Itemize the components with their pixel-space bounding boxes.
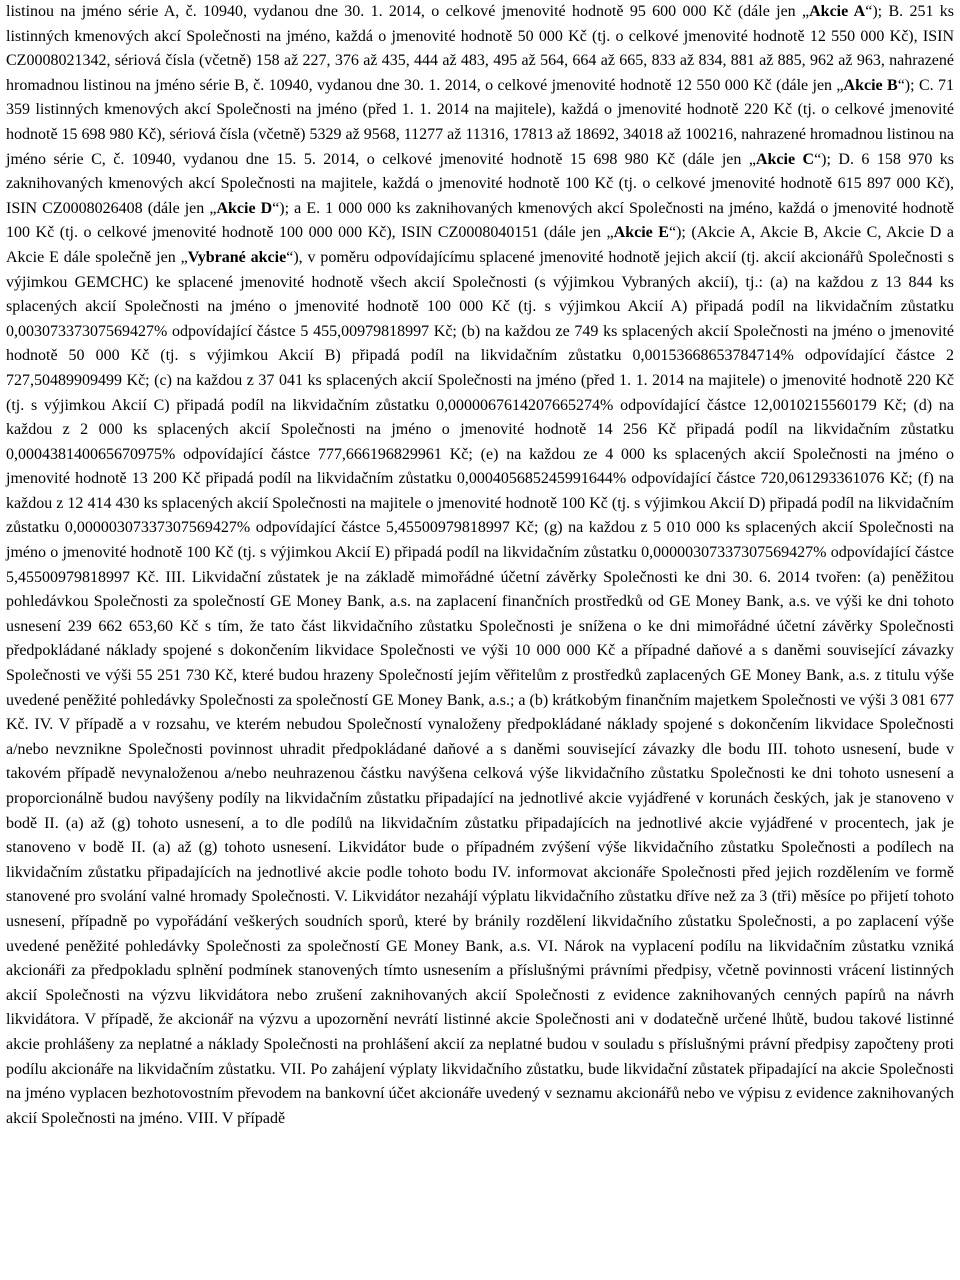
defined-term: Akcie B (843, 76, 898, 94)
text-run: listinou na jméno série A, č. 10940, vydanou dne 30. 1. 2014, o celkové jmenovité hodnotě 95 600 000 Kč (dále jen „ (6, 3, 810, 20)
defined-term: Akcie D (216, 199, 273, 217)
defined-term: Vybrané akcie (187, 248, 287, 266)
text-run: “), v poměru odpovídajícímu splacené jmenovité hodnotě jejich akcií (tj. akcií akcionářů Společnosti s výjimkou GEMCHC) ke splacené jmenovité hodnotě všech akcií Společnosti (s výjimkou Vybraných akcií), tj.: (a) na každou z 13 844 ks splacených akcií Společnosti na jméno o jmenovité hodnotě 100 000 Kč (tj. s výjimkou Akcií A) připadá podíl na likvidačním zůstatku 0,00307337307569427% odpovídající částce 5 455,00979818997 Kč; (b) na každou ze 749 ks splacených akcií Společnosti na jméno o jmenovité hodnotě 50 000 Kč (tj. s výjimkou Akcií B) připadá podíl na likvidačním zůstatku 0,00153668653784714% odpovídající částce 2 727,50489909499 Kč; (c) na každou z 37 041 ks splacených akcií Společnosti na jméno (před 1. 1. 2014 na majitele) o jmenovité hodnotě 220 Kč (tj. s výjimkou Akcií C) připadá podíl na likvidačním zůstatku 0,0000067614207665274% odpovídající částce 12,0010215560179 Kč; (d) na každou z 2 000 ks splacených akcií Společnosti na jméno o jmenovité hodnotě 14 256 Kč připadá podíl na likvidačním zůstatku 0,000438140065670975% odpovídající částce 777,666196829961 Kč; (e) na každou ze 4 000 ks splacených akcií Společnosti na jméno o jmenovité hodnotě 13 200 Kč připadá podíl na likvidačním zůstatku 0,000405685245991644% odpovídající částce 720,061293361076 Kč; (f) na každou z 12 414 430 ks splacených akcií Společnosti na majitele o jmenovité hodnotě 100 Kč (tj. s výjimkou Akcií D) připadá podíl na likvidačním zůstatku 0,00000307337307569427% odpovídající částce 5,45500979818997 Kč; (g) na každou z 5 010 000 ks splacených akcií Společnosti na jméno o jmenovité hodnotě 100 Kč (tj. s výjimkou Akcií E) připadá podíl na likvidačním zůstatku 0,00000307337307569427% odpovídající částce 5,45500979818997 Kč. III. Likvidační zůstatek je na základě mimořádné účetní závěrky Společnosti ke dni 30. 6. 2014 tvořen: (a) peněžitou pohledávkou Společnosti za společností GE Money Bank, a.s. na zaplacení finančních prostředků od GE Money Bank, a.s. ve výši ke dni tohoto usnesení 239 662 653,60 Kč s tím, že tato část likvidačního zůstatku Společnosti je snížena o ke dni mimořádné účetní závěrky Společnosti předpokládané náklady spojené s dokončením likvidace Společnosti ve výši 10 000 000 Kč a případné daňové a s daněmi související závazky Společnosti ve výši 55 251 730 Kč, které budou hrazeny Společností jejím věřitelům z prostředků zaplacených GE Money Bank, a.s. z titulu výše uvedené peněžité pohledávky Společnosti za společností GE Money Bank, a.s.; a (b) krátkobým finančním majetkem Společnosti ve výši 3 081 677 Kč. IV. V případě a v rozsahu, ve kterém nebudou Společností vynaloženy předpokládané náklady spojené s dokončením likvidace Společnosti a/nebo nevznikne Společnosti povinnost uhradit předpokládané daňové a s daněmi související závazky dle bodu III. tohoto usnesení, bude v takovém případě nevynaloženou a/nebo neuhrazenou částku navýšena celková výše likvidačního zůstatku Společnosti ke dni tohoto usnesení a proporcionálně budou navýšeny podíly na likvidačním zůstatku připadající na jednotlivé akcie vyjádřené v korunách českých, jak je stanoveno v bodě II. (a) až (g) tohoto usnesení, a to dle podílů na likvidačním zůstatku připadajících na jednotlivé akcie vyjádřené v procentech, jak je stanoveno v bodě II. (a) až (g) tohoto usnesení. Likvidátor bude o případném zvýšení výše likvidačního zůstatku Společnosti a podílech na likvidačním zůstatku připadajících na jednotlivé akcie podle tohoto bodu IV. informovat akcionáře Společnosti před jejich rozdělením ve formě stanovené pro svolání valné hromady Společnosti. V. Likvidátor nezahájí výplatu likvidačního zůstatku dříve než za 3 (tři) měsíce po přijetí tohoto usnesení, případně po vypořádání veškerých soudních sporů, které by bránily rozdělení likvidačního zůstatku Společnosti, a po zaplacení výše uvedené peněžité pohledávky Společnosti za společností GE Money Bank, a.s. VI. Nárok na vyplacení podílu na likvidačním zůstatku vzniká akcionáři za předpokladu splnění podmínek stanovených tímto usnesením a příslušnými právními předpisy, včetně povinnosti vrácení listinných akcií Společnosti na výzvu likvidátora nebo zrušení zaknihovaných akcií Společnosti z evidence zaknihovaných cenných papírů na návrh likvidátora. V případě, že akcionář na výzvu a upozornění nevrátí listinné akcie Společnosti ani v dodatečně určené lhůtě, budou takové listinné akcie prohlášeny za neplatné a náklady Společnosti na prohlášení akcií za neplatné budou v souladu s příslušnými právní předpisy započteny proti podílu akcionáře na likvidačním zůstatku. VII. Po zahájení výplaty likvidačního zůstatku, bude likvidační zůstatek připadající na akcie Společnosti na jméno vyplacen bezhotovostním převodem na bankovní účet akcionáře uvedený v seznamu akcionářů nebo ve výpisu z evidence zaknihovaných akcií Společnosti na jméno. VIII. V případě (6, 248, 955, 1127)
text-run: “); D. 6 158 970 ks zaknihovaných kmenových akcí Společnosti na majitele, každá o jmenovité hodnotě 100 Kč (tj. o celkové jmenovité hodnotě 615 897 000 Kč), ISIN CZ0008026408 (dále jen „ (6, 150, 955, 217)
defined-term: Akcie E (613, 224, 669, 242)
defined-term: Akcie A (809, 3, 866, 20)
body-text (6, 0, 954, 1131)
text-run: “); B. 251 ks listinných kmenových akcí Společnosti na jméno, každá o jmenovité hodnotě 50 000 Kč (tj. o celkové jmenovité hodnotě 12 550 000 Kč), ISIN CZ0008021342, sériová čísla (včetně) 158 až 227, 376 až 435, 444 až 483, 495 až 564, 664 až 665, 833 až 834, 881 až 885, 962 až 963, nahrazené hromadnou listinou na jméno série B, č. 10940, vydanou dne 30. 1. 2014, o celkové jmenovité hodnotě 12 550 000 Kč (dále jen „ (6, 3, 954, 94)
text-run: “); (Akcie A, Akcie B, Akcie C, Akcie D a Akcie E dále společně jen „ (6, 224, 954, 266)
defined-term: Akcie C (755, 150, 815, 168)
text-run: “); C. 71 359 listinných kmenových akcí Společnosti na jméno (před 1. 1. 2014 na majitele), každá o jmenovité hodnotě 220 Kč (tj. o celkové jmenovité hodnotě 15 698 980 Kč), sériová čísla (včetně) 5329 až 9568, 11277 až 11316, 17813 až 18692, 34018 až 100216, nahrazené hromadnou listinou na jméno série C, č. 10940, vydanou dne 15. 5. 2014, o celkové jmenovité hodnotě 15 698 980 Kč (dále jen „ (6, 76, 954, 168)
text-run: “); a E. 1 000 000 ks zaknihovaných kmenových akcí Společnosti na jméno, každá o jmenovité hodnotě 100 Kč (tj. o celkové jmenovité hodnotě 100 000 000 Kč), ISIN CZ0008040151 (dále jen „ (6, 199, 955, 242)
